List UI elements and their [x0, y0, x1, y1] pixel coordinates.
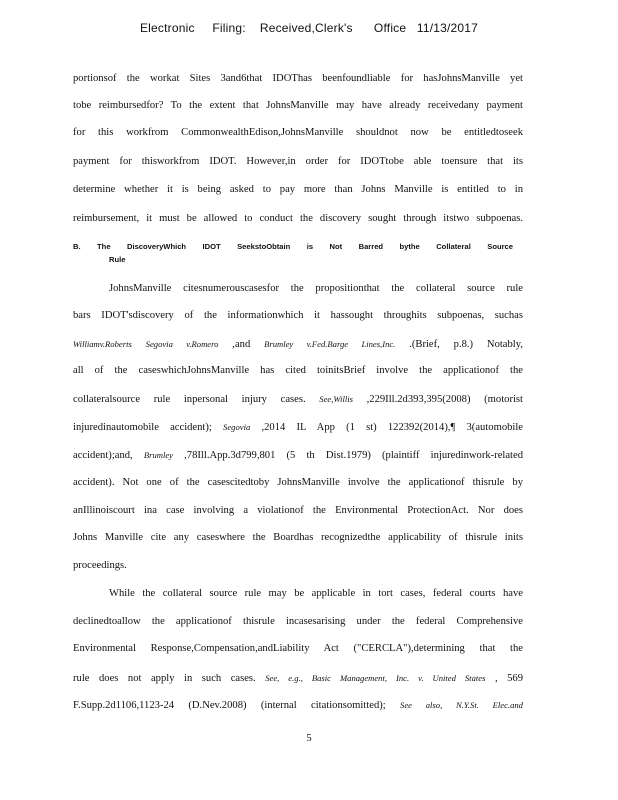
body-line-citations	[73, 448, 523, 462]
body-line-citations	[73, 337, 523, 351]
body-text-fragment: injuredinautomobile accident);	[73, 422, 212, 433]
body-text-fragment: collateralsource rule inpersonal injury cases.	[73, 394, 306, 405]
body-line: declinedtoallow the applicationof thisrule incasesarising under the federal Comprehensive	[73, 616, 523, 627]
body-text-fragment: ,and	[232, 339, 251, 350]
body-line-citations	[73, 671, 523, 685]
body-line-citations	[73, 420, 523, 434]
body-line: for this workfrom CommonwealthEdison,JohnsManville shouldnot now be entitledtoseek	[73, 127, 523, 138]
body-line: payment for thisworkfrom IDOT. However,in order for IDOTtobe able toensure that its	[73, 156, 523, 167]
case-citation: See,Willis	[319, 394, 353, 404]
case-citation: Brumley	[143, 450, 173, 460]
body-line: proceedings.	[73, 560, 127, 571]
body-text-fragment: ,2014 IL App (1 st) 122392(2014),¶ 3(automobile	[261, 422, 523, 433]
section-heading-line: Rule	[109, 255, 126, 264]
body-text-fragment: , 569	[494, 673, 523, 684]
body-text-fragment: F.Supp.2d1106,1123-24 (D.Nev.2008) (internal citationsomitted);	[73, 700, 386, 711]
case-citation: Williamv.Roberts	[73, 339, 132, 349]
body-line: anIllinoiscourt ina case involving a violationof the Environmental ProtectionAct. Nor does	[73, 505, 523, 516]
page-number: 5	[306, 733, 312, 744]
body-line: determine whether it is being asked to pay more than Johns Manville is entitled to in	[73, 184, 523, 195]
body-line: accident). Not one of the casescitedtoby JohnsManville involve the applicationof thisrule by	[73, 477, 523, 488]
body-line: reimbursement, it must be allowed to conduct the discovery sought through itstwo subpoenas.	[73, 213, 523, 224]
body-text-fragment: .(Brief, p.8.) Notably,	[409, 339, 523, 350]
body-line: portionsof the workat Sites 3and6that IDOThas beenfoundliable for hasJohnsManville yet	[73, 73, 523, 84]
body-line: tobe reimbursedfor? To the extent that JohnsManville may have already receivedany payment	[73, 100, 523, 111]
body-text-fragment: ,78Ill.App.3d799,801 (5 th Dist.1979) (plaintiff injuredinwork-related	[184, 450, 523, 461]
body-line: While the collateral source rule may be applicable in tort cases, federal courts have	[109, 588, 523, 599]
body-line-citations	[73, 698, 523, 712]
body-line: Environmental Response,Compensation,andLiability Act ("CERCLA"),determining that the	[73, 643, 523, 654]
body-text-fragment: accident);and,	[73, 450, 133, 461]
filing-stamp-header: Electronic Filing: Received,Clerk's Office 11/13/2017	[139, 21, 479, 35]
body-text-fragment: ,229Ill.2d393,395(2008) (motorist	[366, 394, 523, 405]
case-citation: See also, N.Y.St. Elec.and	[400, 700, 523, 710]
case-citation: See, e.g., Basic Management, Inc. v. United States	[265, 673, 486, 683]
body-line: all of the caseswhichJohnsManville has cited toinitsBrief involve the applicationof the	[73, 365, 523, 376]
section-heading-line: B. The DiscoveryWhich IDOT SeekstoObtain is Not Barred bythe Collateral Source	[73, 242, 513, 251]
body-line-citations	[73, 392, 523, 406]
case-citation: Segovia	[223, 422, 251, 432]
body-line: Johns Manville cite any caseswhere the Boardhas recognizedthe applicability of thisrule inits	[73, 532, 523, 543]
body-text-fragment: rule does not apply in such cases.	[73, 673, 256, 684]
case-citation: Brumley v.Fed.Barge Lines,Inc.	[264, 339, 396, 349]
body-line: bars IDOT'sdiscovery of the informationwhich it hassought throughits subpoenas, suchas	[73, 310, 523, 321]
case-citation: Segovia v.Romero	[145, 339, 219, 349]
body-line: JohnsManville citesnumerouscasesfor the propositionthat the collateral source rule	[109, 283, 523, 294]
